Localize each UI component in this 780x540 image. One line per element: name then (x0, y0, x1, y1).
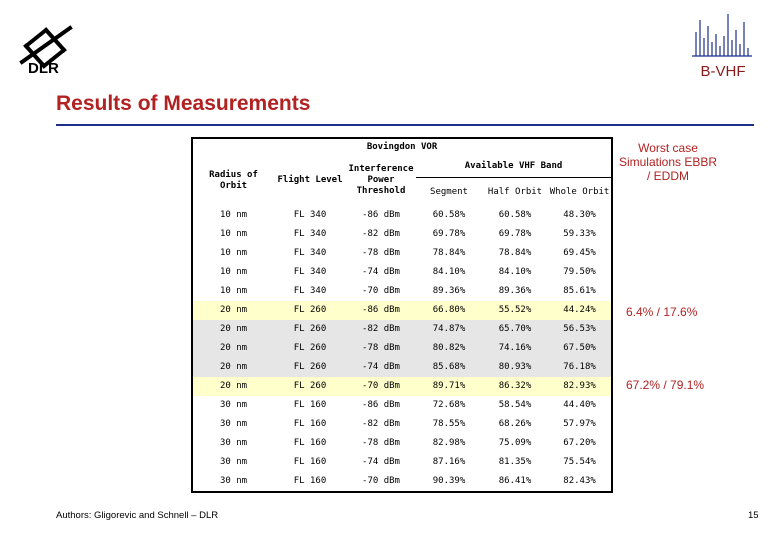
table-cell: 87.16% (432, 457, 466, 467)
table-row (192, 472, 612, 492)
table-cell: -86 dBm (362, 400, 400, 410)
table-cell: 80.93% (482, 358, 548, 377)
col-header-threshold: Interference Power Threshold (348, 164, 414, 196)
table-cell: 72.68% (432, 400, 466, 410)
table-cell: -78 dBm (346, 339, 416, 358)
table-cell: -74 dBm (362, 457, 400, 467)
table-cell: 10 nm (219, 210, 248, 220)
title-divider (56, 124, 754, 126)
table-cell: 57.97% (563, 419, 596, 429)
table-cell: 85.68% (416, 358, 482, 377)
table-cell: FL 340 (293, 229, 327, 239)
table-cell: 75.09% (498, 438, 532, 448)
table-cell: 75.54% (563, 457, 596, 467)
table-cell: 80.82% (416, 339, 482, 358)
table-cell: 10 nm (219, 229, 248, 239)
table-cell: 30 nm (219, 419, 248, 429)
footer-authors: Authors: Gligorevic and Schnell – DLR (56, 510, 219, 521)
col-header-level: Flight Level (277, 175, 343, 185)
table-cell: -78 dBm (362, 438, 400, 448)
table-cell: FL 260 (274, 339, 346, 358)
table-cell: 10 nm (219, 248, 248, 258)
table-cell: 65.70% (482, 320, 548, 339)
table-cell: 78.55% (432, 419, 466, 429)
table-cell: 86.41% (498, 476, 532, 486)
table-cell: 60.58% (498, 210, 532, 220)
table-cell: 20 nm (192, 320, 274, 339)
table-row (192, 415, 612, 434)
results-table (191, 137, 613, 493)
table-cell: 55.52% (482, 301, 548, 320)
col-header-radius: Radius of Orbit (209, 169, 258, 191)
table-row (192, 244, 612, 263)
bvhf-logo-text: B-VHF (700, 63, 746, 80)
table-cell: 82.93% (548, 377, 612, 396)
table-cell: 30 nm (219, 438, 248, 448)
table-cell: 69.78% (432, 229, 466, 239)
table-row (192, 263, 612, 282)
table-cell: 60.58% (432, 210, 466, 220)
table-cell: 59.33% (563, 229, 596, 239)
table-row (192, 225, 612, 244)
table-row (192, 396, 612, 415)
table-cell: FL 160 (293, 400, 327, 410)
table-cell: FL 340 (293, 210, 327, 220)
table-cell: 76.18% (548, 358, 612, 377)
table-row (192, 434, 612, 453)
table-cell: -82 dBm (362, 229, 400, 239)
table-cell: 89.36% (498, 286, 532, 296)
table-cell: 20 nm (192, 358, 274, 377)
table-cell: -82 dBm (362, 419, 400, 429)
table-cell: FL 160 (293, 476, 327, 486)
col-header-half: Half Orbit (487, 186, 543, 197)
table-cell: -86 dBm (362, 210, 400, 220)
table-cell: 20 nm (192, 339, 274, 358)
table-row (192, 282, 612, 301)
table-cell: 84.10% (498, 267, 532, 277)
table-cell: 78.84% (432, 248, 466, 258)
table-cell: 30 nm (219, 457, 248, 467)
table-cell: 68.26% (498, 419, 532, 429)
table-cell: FL 260 (274, 377, 346, 396)
table-cell: 30 nm (219, 400, 248, 410)
table-cell: 20 nm (192, 377, 274, 396)
table-cell: FL 340 (293, 248, 327, 258)
table-cell: 89.36% (432, 286, 466, 296)
table-cell: 74.87% (416, 320, 482, 339)
table-row (192, 358, 612, 377)
table-row (192, 320, 612, 339)
table-row (192, 206, 612, 225)
table-cell: 58.54% (498, 400, 532, 410)
table-cell: 86.32% (482, 377, 548, 396)
dlr-logo-text: DLR (28, 60, 59, 77)
table-cell: -70 dBm (346, 377, 416, 396)
table-row (192, 301, 612, 320)
col-header-whole: Whole Orbit (549, 186, 610, 197)
table-cell: 69.45% (563, 248, 596, 258)
page-title: Results of Measurements (56, 92, 311, 115)
page-number: 15 (748, 510, 759, 521)
table-row (192, 453, 612, 472)
table-cell: 82.43% (563, 476, 596, 486)
table-cell: 74.16% (482, 339, 548, 358)
table-cell: FL 260 (274, 301, 346, 320)
table-cell: FL 340 (293, 267, 327, 277)
table-cell: -82 dBm (346, 320, 416, 339)
table-cell: FL 260 (274, 358, 346, 377)
table-cell: 84.10% (432, 267, 466, 277)
table-cell: FL 160 (293, 457, 327, 467)
table-cell: 90.39% (432, 476, 466, 486)
note-20nm-70dbm: 67.2% / 79.1% (626, 378, 705, 392)
table-cell: 10 nm (219, 267, 248, 277)
table-cell: 10 nm (219, 286, 248, 296)
table-cell: 67.50% (548, 339, 612, 358)
table-cell: 81.35% (498, 457, 532, 467)
table-cell: 69.78% (498, 229, 532, 239)
table-cell: FL 160 (293, 438, 327, 448)
table-cell: -74 dBm (362, 267, 400, 277)
note-20nm-86dbm: 6.4% / 17.6% (626, 305, 698, 319)
table-cell: 44.24% (548, 301, 612, 320)
table-cell: 48.30% (563, 210, 596, 220)
table-cell: 56.53% (548, 320, 612, 339)
bvhf-logo (690, 12, 756, 82)
table-cell: FL 160 (293, 419, 327, 429)
table-cell: 20 nm (192, 301, 274, 320)
table-cell: 44.40% (563, 400, 596, 410)
table-cell: 85.61% (563, 286, 596, 296)
table-caption: Bovingdon VOR (366, 141, 438, 152)
table-row (192, 339, 612, 358)
table-cell: 82.98% (432, 438, 466, 448)
table-cell: 30 nm (219, 476, 248, 486)
table-row (192, 377, 612, 396)
col-header-group: Available VHF Band (416, 155, 612, 178)
table-cell: 89.71% (416, 377, 482, 396)
table-cell: -78 dBm (362, 248, 400, 258)
table-cell: 78.84% (498, 248, 532, 258)
table-cell: 79.50% (563, 267, 596, 277)
table-cell: 67.20% (563, 438, 596, 448)
table-cell: -70 dBm (362, 286, 400, 296)
table-cell: FL 340 (293, 286, 327, 296)
table-cell: -86 dBm (346, 301, 416, 320)
table-cell: FL 260 (274, 320, 346, 339)
worst-case-note: Worst case Simulations EBBR / EDDM (618, 141, 718, 183)
col-header-segment: Segment (430, 186, 468, 197)
table-cell: -74 dBm (346, 358, 416, 377)
table-cell: -70 dBm (362, 476, 400, 486)
table-cell: 66.80% (416, 301, 482, 320)
